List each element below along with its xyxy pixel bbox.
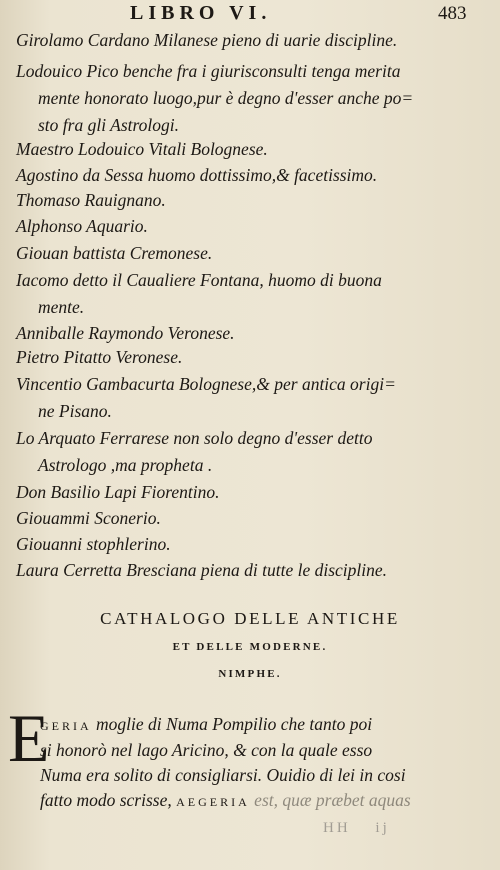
entry-text: Alphonso Aquario. bbox=[16, 216, 148, 236]
entry-text: Lo Arquato Ferrarese non solo degno d'esser detto bbox=[16, 428, 373, 448]
entry-text: Pietro Pitatto Veronese. bbox=[16, 347, 183, 367]
entry-text: Thomaso Rauignano. bbox=[16, 190, 166, 210]
section-subtitle: ET DELLE MODERNE. bbox=[172, 641, 328, 653]
list-item bbox=[16, 267, 456, 321]
entry-text: Don Basilio Lapi Fiorentino. bbox=[16, 482, 220, 502]
list-item bbox=[16, 505, 456, 532]
entry-text: Girolamo Cardano Milanese pieno di uarie discipline. bbox=[16, 30, 398, 50]
list-item bbox=[16, 320, 456, 347]
list-item bbox=[16, 27, 456, 54]
entry-text: Giouan battista Cremonese. bbox=[16, 243, 213, 263]
entry-continuation: Astrologo ,ma propheta . bbox=[38, 455, 213, 475]
entry-text: Lodouico Pico benche fra i giurisconsulti tenga merita bbox=[16, 61, 401, 81]
signature-mark bbox=[323, 820, 408, 837]
paragraph-line: si honorò nel lago Aricino, & con la quale esso bbox=[40, 740, 373, 760]
entry-text: Agostino da Sessa huomo dottissimo,& facetissimo. bbox=[16, 165, 378, 185]
section-title: CATHALOGO DELLE ANTICHE bbox=[100, 609, 400, 628]
list-item bbox=[16, 344, 456, 371]
signature-letters: HH bbox=[323, 820, 351, 836]
list-item bbox=[16, 162, 456, 189]
list-item bbox=[16, 187, 456, 214]
small-caps-name: GERIA bbox=[40, 719, 92, 733]
signature-number: ij bbox=[375, 820, 390, 836]
entry-text: Giouammi Sconerio. bbox=[16, 508, 161, 528]
entry-continuation: sto fra gli Astrologi. bbox=[38, 115, 179, 135]
list-item bbox=[16, 213, 456, 240]
paragraph-text: est, quæ præbet aquas bbox=[254, 790, 411, 810]
entry-text: Laura Cerretta Bresciana piena di tutte le discipline. bbox=[16, 560, 388, 580]
book-title: LIBRO VI. bbox=[130, 2, 272, 24]
entry-text: Vincentio Gambacurta Bolognese,& per antica origi= bbox=[16, 374, 396, 394]
entry-text: Anniballe Raymondo Veronese. bbox=[16, 323, 235, 343]
list-item bbox=[16, 58, 456, 139]
list-item bbox=[16, 479, 456, 506]
paragraph-text: moglie di Numa Pompilio che tanto poi bbox=[96, 714, 373, 734]
entry-text: Giouanni stophlerino. bbox=[16, 534, 171, 554]
entry-continuation: mente honorato luogo,pur è degno d'esser anche po= bbox=[38, 88, 414, 108]
list-item bbox=[16, 371, 456, 425]
small-caps-name: AEGERIA bbox=[176, 795, 250, 809]
section-heading: NIMPHE. bbox=[218, 668, 282, 680]
entry-continuation: mente. bbox=[38, 297, 85, 317]
page-number: 483 bbox=[438, 3, 467, 24]
paragraph-line bbox=[40, 788, 460, 814]
paragraph-text: fatto modo scrisse, bbox=[40, 790, 172, 810]
drop-cap: E bbox=[8, 700, 50, 776]
list-item bbox=[16, 240, 456, 267]
list-item bbox=[16, 425, 456, 479]
list-item bbox=[16, 557, 456, 584]
paragraph-line: Numa era solito di consigliarsi. Ouidio di lei in cosi bbox=[40, 765, 406, 785]
running-head bbox=[0, 0, 500, 26]
entry-text: Maestro Lodouico Vitali Bolognese. bbox=[16, 139, 268, 159]
entry-continuation: ne Pisano. bbox=[38, 401, 112, 421]
entry-text: Iacomo detto il Caualiere Fontana, huomo di buona bbox=[16, 270, 382, 290]
list-item bbox=[16, 136, 456, 163]
list-item bbox=[16, 531, 456, 558]
paragraph-line bbox=[40, 712, 460, 738]
